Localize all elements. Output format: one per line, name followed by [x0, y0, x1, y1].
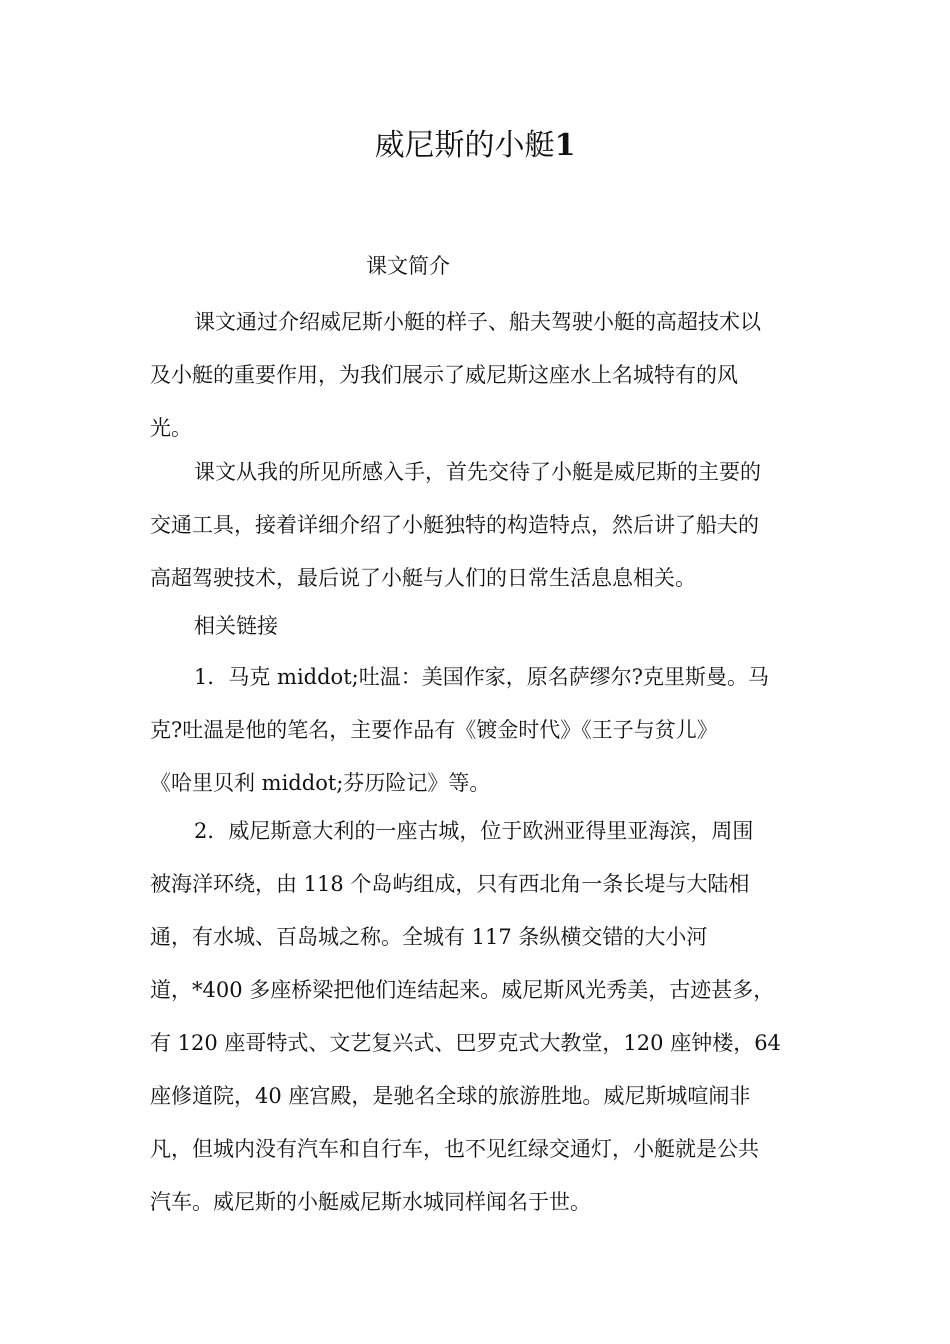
text-line: 克?吐温是他的笔名，主要作品有《镀金时代》《王子与贫儿》	[150, 718, 718, 742]
document-title	[0, 122, 950, 170]
text-line: 课文通过介绍威尼斯小艇的样子、船夫驾驶小艇的高超技术以	[194, 310, 761, 334]
title-text: 威尼斯的小艇	[374, 128, 555, 163]
text-line: 高超驾驶技术，最后说了小艇与人们的日常生活息息相关。	[150, 566, 696, 590]
text-line: 相关链接	[194, 614, 278, 638]
text-line: 1．马克 middot;吐温：美国作家，原名萨缪尔?克里斯曼。马	[194, 665, 769, 689]
paragraph-summary	[150, 446, 802, 605]
section-heading: 课文简介	[366, 254, 450, 278]
text-line: 2．威尼斯意大利的一座古城，位于欧洲亚得里亚海滨，周围	[194, 819, 754, 843]
text-line: 课文从我的所见所感入手，首先交待了小艇是威尼斯的主要的	[194, 460, 761, 484]
text-line: 有 120 座哥特式、文艺复兴式、巴罗克式大教堂，120 座钟楼，64	[150, 1031, 781, 1055]
text-line: 座修道院，40 座宫殿，是驰名全球的旅游胜地。威尼斯城喧闹非	[150, 1084, 751, 1108]
paragraph-intro	[150, 296, 802, 455]
subheading-related-links	[150, 600, 802, 653]
text-line: 被海洋环绕，由 118 个岛屿组成，只有西北角一条长堤与大陆相	[150, 872, 750, 896]
text-line: 《哈里贝利 middot;芬历险记》等。	[150, 771, 491, 795]
title-number: 1	[554, 128, 576, 163]
paragraph-mark-twain	[150, 651, 802, 810]
text-line: 及小艇的重要作用，为我们展示了威尼斯这座水上名城特有的风	[150, 363, 738, 387]
text-line: 光。	[150, 416, 192, 440]
text-line: 凡，但城内没有汽车和自行车，也不见红绿交通灯，小艇就是公共	[150, 1137, 759, 1161]
text-line: 道，*400 多座桥梁把他们连结起来。威尼斯风光秀美，古迹甚多，	[150, 978, 775, 1002]
text-line: 交通工具，接着详细介绍了小艇独特的构造特点，然后讲了船夫的	[150, 513, 759, 537]
text-line: 通，有水城、百岛城之称。全城有 117 条纵横交错的大小河	[150, 925, 708, 949]
text-line: 汽车。威尼斯的小艇威尼斯水城同样闻名于世。	[150, 1190, 591, 1214]
paragraph-venice	[150, 805, 802, 1229]
